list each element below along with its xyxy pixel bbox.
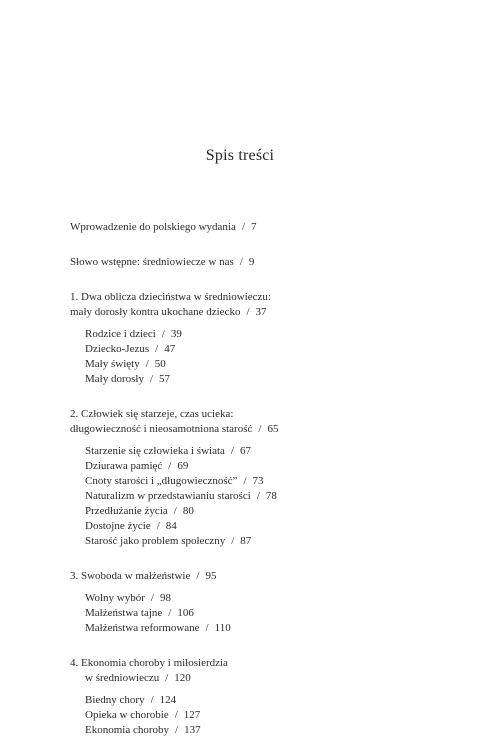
separator: / bbox=[246, 306, 250, 318]
subsection-page: 69 bbox=[177, 460, 189, 472]
subsection-item bbox=[85, 693, 430, 708]
separator: / bbox=[258, 423, 262, 435]
chapter-title-line: 4. Ekonomia choroby i miłosierdzia bbox=[70, 657, 228, 669]
separator: / bbox=[239, 256, 243, 268]
separator: / bbox=[230, 445, 234, 457]
subsection-title: Wolny wybór bbox=[85, 592, 145, 604]
subsection-list bbox=[70, 693, 430, 738]
separator: / bbox=[175, 724, 179, 736]
subsection-page: 137 bbox=[184, 724, 201, 736]
toc-entry-page: 9 bbox=[248, 256, 255, 268]
separator: / bbox=[205, 622, 209, 634]
subsection-title: Małżeństwa reformowane bbox=[85, 622, 200, 634]
separator: / bbox=[241, 221, 245, 233]
subsection-list bbox=[70, 591, 430, 636]
chapter-title-line bbox=[70, 422, 430, 437]
separator: / bbox=[150, 592, 154, 604]
subsection-item bbox=[85, 708, 430, 723]
separator: / bbox=[149, 373, 154, 385]
subsection-page: 98 bbox=[159, 592, 171, 604]
subsection-item bbox=[85, 459, 430, 474]
subsection-item bbox=[85, 723, 430, 738]
toc-entry-title: Słowo wstępne: średniowiecze w nas bbox=[70, 256, 234, 268]
separator: / bbox=[145, 358, 149, 370]
subsection-item bbox=[85, 327, 430, 342]
subsection-item bbox=[85, 357, 430, 372]
chapter-page: 65 bbox=[267, 423, 279, 435]
separator: / bbox=[243, 475, 247, 487]
toc-chapter-3 bbox=[70, 569, 430, 636]
subsection-title: Starość jako problem społeczny bbox=[85, 535, 226, 547]
chapter-title-text: długowieczność i nieosamotniona starość bbox=[70, 423, 253, 435]
chapter-title-text: 3. Swoboda w małżeństwie bbox=[70, 570, 191, 582]
toc-chapter-1 bbox=[70, 290, 430, 387]
subsection-title: Naturalizm w przedstawianiu starości bbox=[85, 490, 251, 502]
separator: / bbox=[150, 694, 154, 706]
toc-entry-title: Wprowadzenie do polskiego wydania bbox=[70, 221, 236, 233]
toc-chapter-2 bbox=[70, 407, 430, 549]
separator: / bbox=[165, 672, 169, 684]
separator: / bbox=[161, 328, 165, 340]
chapter-title-line: 1. Dwa oblicza dzieciństwa w średniowieczu: bbox=[70, 291, 271, 303]
separator: / bbox=[196, 570, 200, 582]
separator: / bbox=[231, 535, 235, 547]
chapter-page: 120 bbox=[174, 672, 191, 684]
subsection-page: 110 bbox=[214, 622, 231, 634]
subsection-item bbox=[85, 372, 430, 387]
subsection-page: 84 bbox=[165, 520, 177, 532]
subsection-page: 47 bbox=[164, 343, 176, 355]
separator: / bbox=[173, 505, 177, 517]
subsection-title: Biedny chory bbox=[85, 694, 145, 706]
subsection-list bbox=[70, 327, 430, 387]
subsection-title: Przedłużanie życia bbox=[85, 505, 168, 517]
toc-entry-intro bbox=[70, 220, 430, 235]
subsection-item bbox=[85, 534, 430, 549]
page-title: Spis treści bbox=[205, 147, 275, 164]
subsection-page: 106 bbox=[177, 607, 194, 619]
subsection-page: 127 bbox=[183, 709, 201, 721]
subsection-title: Rodzice i dzieci bbox=[85, 328, 156, 340]
chapter-title-line bbox=[70, 305, 430, 320]
chapter-title-text: mały dorosły kontra ukochane dziecko bbox=[70, 306, 241, 318]
subsection-item bbox=[85, 474, 430, 489]
toc-entry-foreword bbox=[70, 255, 430, 270]
subsection-page: 80 bbox=[182, 505, 194, 517]
subsection-item bbox=[85, 606, 430, 621]
separator: / bbox=[256, 490, 260, 502]
subsection-page: 87 bbox=[240, 535, 252, 547]
subsection-item bbox=[85, 621, 430, 636]
chapter-title-text: w średniowieczu bbox=[85, 672, 160, 684]
table-of-contents bbox=[70, 220, 430, 738]
subsection-page: 124 bbox=[159, 694, 177, 706]
subsection-title: Małżeństwa tajne bbox=[85, 607, 163, 619]
subsection-page: 39 bbox=[170, 328, 182, 340]
subsection-item bbox=[85, 591, 430, 606]
subsection-item bbox=[85, 342, 430, 357]
subsection-title: Cnoty starości i „długowieczność” bbox=[85, 475, 238, 487]
subsection-title: Dziurawa pamięć bbox=[85, 460, 163, 472]
separator: / bbox=[174, 709, 178, 721]
subsection-list bbox=[70, 444, 430, 549]
subsection-title: Mały święty bbox=[85, 358, 140, 370]
subsection-title: Starzenie się człowieka i świata bbox=[85, 445, 225, 457]
subsection-page: 73 bbox=[252, 475, 264, 487]
subsection-item bbox=[85, 504, 430, 519]
chapter-page: 37 bbox=[255, 306, 267, 318]
subsection-page: 67 bbox=[239, 445, 251, 457]
chapter-title-line: 2. Człowiek się starzeje, czas ucieka: bbox=[70, 408, 234, 420]
subsection-item bbox=[85, 444, 430, 459]
subsection-title: Dziecko-Jezus bbox=[85, 343, 150, 355]
toc-entry-page: 7 bbox=[250, 221, 257, 233]
subsection-page: 57 bbox=[159, 373, 171, 385]
chapter-page: 95 bbox=[205, 570, 217, 582]
separator: / bbox=[168, 460, 172, 472]
subsection-title: Mały dorosły bbox=[85, 373, 144, 385]
subsection-item bbox=[85, 489, 430, 504]
subsection-item bbox=[85, 519, 430, 534]
subsection-title: Opieka w chorobie bbox=[85, 709, 169, 721]
subsection-title: Ekonomia choroby bbox=[85, 724, 170, 736]
subsection-page: 50 bbox=[154, 358, 166, 370]
subsection-page: 78 bbox=[265, 490, 277, 502]
separator: / bbox=[168, 607, 172, 619]
separator: / bbox=[156, 520, 160, 532]
separator: / bbox=[155, 343, 159, 355]
chapter-title-line bbox=[70, 569, 430, 584]
subsection-title: Dostojne życie bbox=[85, 520, 151, 532]
toc-chapter-4 bbox=[70, 656, 430, 738]
chapter-title-line bbox=[70, 671, 430, 686]
